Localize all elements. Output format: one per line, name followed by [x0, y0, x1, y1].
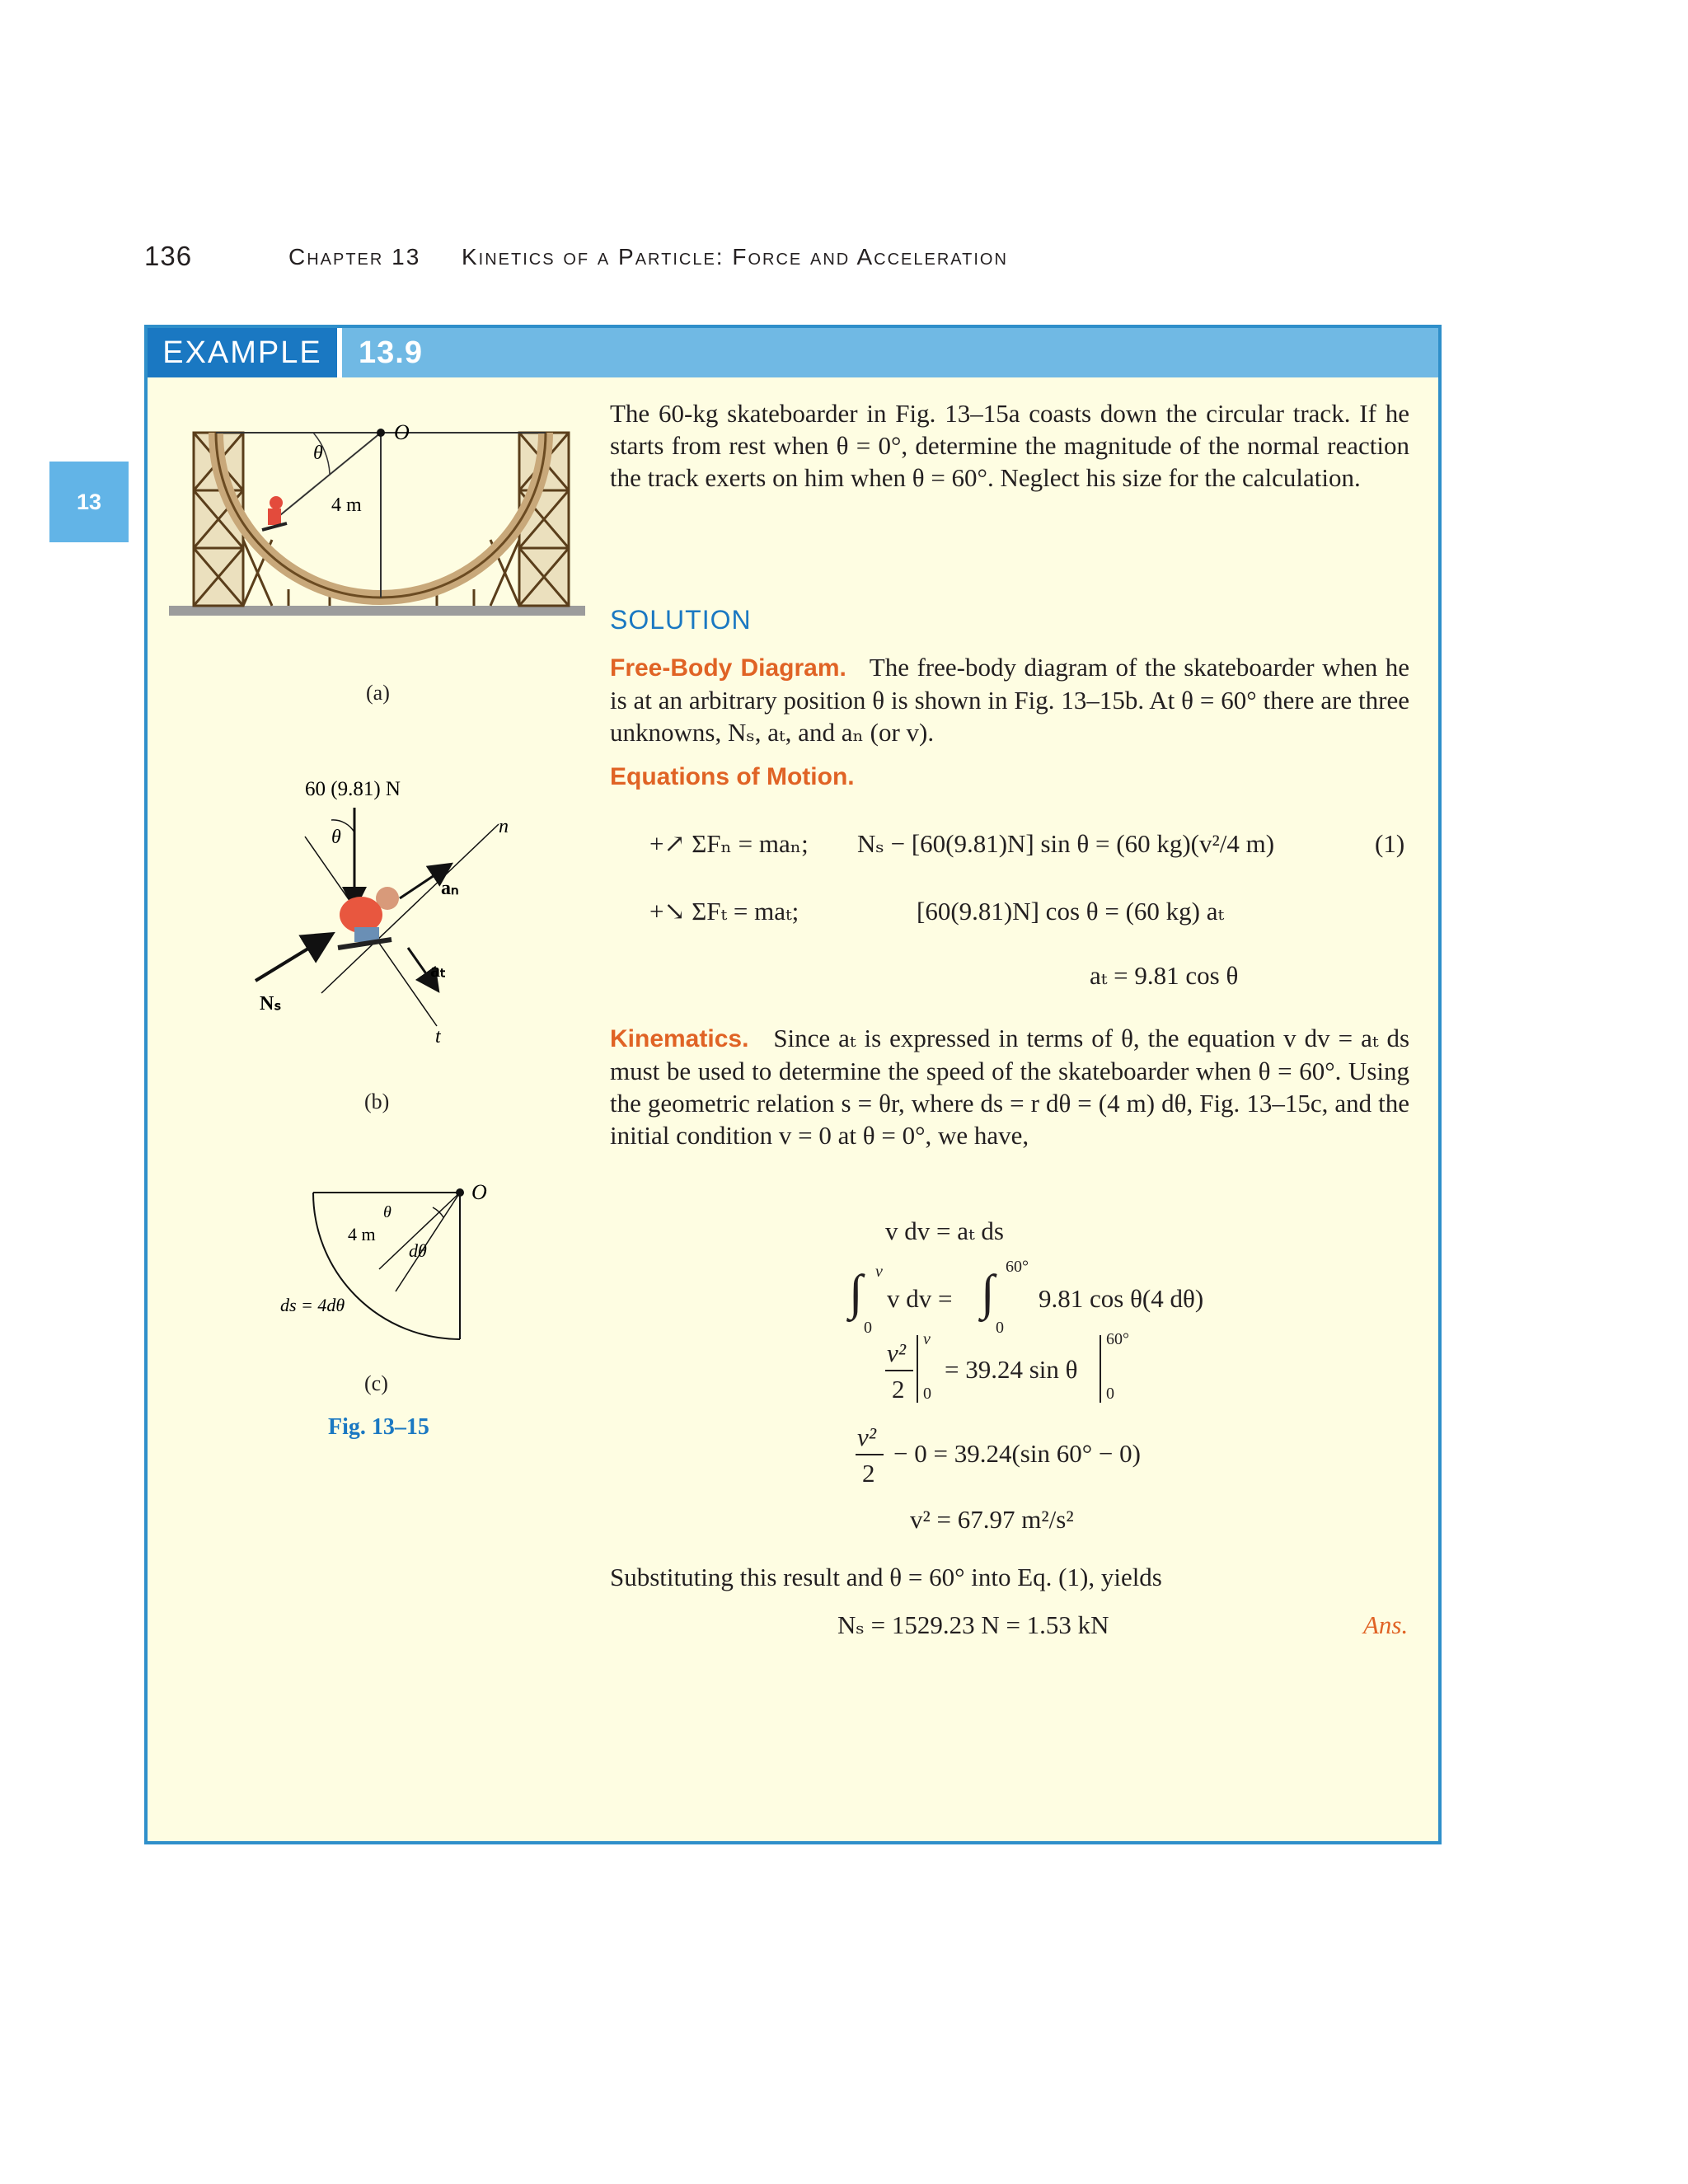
eq2-right: [60(9.81)N] cos θ = (60 kg) aₜ — [917, 897, 1225, 926]
frac-2: 2 — [892, 1375, 905, 1404]
int-upper-60: 60° — [1006, 1258, 1029, 1276]
answer-label: Ans. — [1363, 1610, 1409, 1639]
center-label-O: O — [394, 420, 410, 444]
ground — [169, 606, 585, 616]
example-title-bar — [148, 328, 1438, 377]
kinematics-paragraph — [610, 1022, 1409, 1151]
normal-force-label: Nₛ — [260, 993, 282, 1015]
eq-a: v dv = aₜ ds — [885, 1216, 1004, 1245]
eq1-tag: (1) — [1375, 829, 1405, 858]
radius-line — [280, 433, 381, 515]
chapter-title: Kinetics of a Particle: Force and Acceleration — [462, 244, 1008, 269]
kinematics-heading: Kinematics. — [610, 1025, 749, 1052]
solution-heading: SOLUTION — [610, 605, 752, 635]
int-upper-v: v — [875, 1263, 883, 1281]
chapter-label: Chapter 13 — [288, 244, 421, 269]
figure-a-halfpipe — [165, 416, 593, 639]
t-axis-label: t — [435, 1026, 441, 1047]
figure-c-label: (c) — [364, 1371, 388, 1395]
problem-statement: The 60-kg skateboarder in Fig. 13–15a coasts down the circular track. If he starts from rest when θ = 0°, determine the magnitude of the normal reaction the track exerts on him when θ = 60°. Neglect his size for the calculation. — [610, 399, 1409, 492]
eval-bar-right — [1100, 1335, 1101, 1403]
fraction-bar-d — [856, 1454, 884, 1455]
center-point — [456, 1188, 464, 1197]
title-bar-divider — [337, 328, 342, 377]
figure-caption: Fig. 13–15 — [328, 1414, 429, 1440]
eval-upper-v: v — [923, 1330, 931, 1348]
integral-sign-right: ∫ — [981, 1265, 995, 1319]
radius-label: 4 m — [331, 494, 362, 516]
theta-label: θ — [383, 1203, 392, 1221]
eq-c-mid: = 39.24 sin θ — [945, 1355, 1078, 1384]
weight-label: 60 (9.81) N — [305, 778, 401, 800]
frac-2-d: 2 — [862, 1459, 875, 1488]
n-axis-label: n — [499, 816, 509, 837]
figure-c-arc-geometry — [264, 1174, 511, 1364]
an-label: aₙ — [441, 878, 459, 899]
page-number: 136 — [144, 241, 193, 271]
eq-e: v² = 67.97 m²/s² — [910, 1505, 1074, 1534]
eval-upper-60: 60° — [1106, 1330, 1129, 1348]
eval-bar-left — [917, 1335, 918, 1403]
radius-label: 4 m — [348, 1224, 376, 1244]
theta-label: θ — [331, 827, 341, 848]
eval-lower-0: 0 — [923, 1385, 931, 1403]
kinematics-text: Since aₜ is expressed in terms of θ, the equation v dv = aₜ ds must be used to determine the speed of the skateboarder when θ = 60°. Using the geometric relation s = θr, where ds = r dθ = (4 m) dθ, Fig. 13–15c, and the initial condition v = 0 at θ = 0°, we have, — [610, 1024, 1410, 1150]
dtheta-label: dθ — [409, 1240, 427, 1261]
at-label: aₜ — [430, 960, 447, 982]
figure-b-free-body-diagram — [239, 771, 536, 1051]
int-lower-0: 0 — [864, 1319, 872, 1337]
eq-b-right: 9.81 cos θ(4 dθ) — [1039, 1284, 1204, 1313]
result-equation: Nₛ = 1529.23 N = 1.53 kN — [837, 1610, 1109, 1639]
eq1-right: Nₛ − [60(9.81)N] sin θ = (60 kg)(v²/4 m) — [857, 829, 1275, 858]
fraction-bar — [885, 1370, 913, 1371]
int-lower-0-right: 0 — [996, 1319, 1004, 1337]
eq3: aₜ = 9.81 cos θ — [1090, 961, 1239, 990]
normal-force-vector — [256, 935, 330, 981]
fbd-heading: Free-Body Diagram. — [610, 654, 846, 682]
frac-v2-d: v² — [857, 1422, 877, 1451]
integral-sign-left: ∫ — [849, 1265, 863, 1319]
center-label-O: O — [471, 1180, 487, 1204]
theta-label: θ — [313, 443, 323, 464]
fbd-text: The free-body diagram of the skateboarder when he is at an arbitrary position θ is shown in Fig. 13–15b. At θ = 60° there are three unknowns, Nₛ, aₜ, and aₙ (or v). — [610, 653, 1409, 747]
center-point — [377, 429, 385, 437]
eq2-left: +↘ ΣFₜ = maₜ; — [649, 897, 799, 926]
ds-label: ds = 4dθ — [280, 1295, 345, 1315]
conclusion-text: Substituting this result and θ = 60° into Eq. (1), yields — [610, 1563, 1162, 1591]
figure-b-label: (b) — [364, 1090, 390, 1113]
eval-lower-0-right: 0 — [1106, 1385, 1114, 1403]
skateboarder-icon — [338, 887, 399, 948]
eq-d: − 0 = 39.24(sin 60° − 0) — [893, 1439, 1141, 1468]
eom-heading: Equations of Motion. — [610, 763, 855, 790]
figure-a-label: (a) — [366, 681, 390, 705]
chapter-side-tab: 13 — [49, 462, 129, 542]
frac-v2: v² — [887, 1338, 907, 1367]
eq-b-left: v dv = — [887, 1284, 953, 1313]
example-number: 13.9 — [359, 335, 423, 370]
example-label: EXAMPLE — [148, 328, 337, 377]
eq1-left: +↗ ΣFₙ = maₙ; — [649, 829, 809, 858]
fbd-paragraph — [610, 651, 1409, 748]
